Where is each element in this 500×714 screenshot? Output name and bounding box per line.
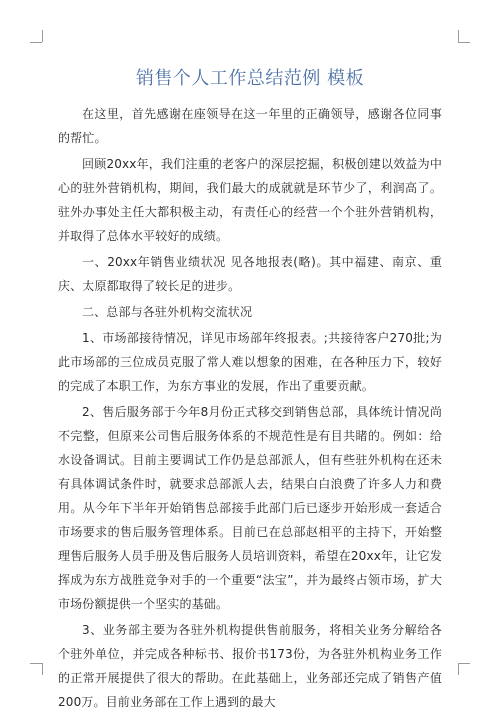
paragraph-thanks: 在这里，首先感谢在座领导在这一年里的正确领导，感谢各位同事的帮忙。 bbox=[58, 107, 442, 145]
paragraph-business-dept: 3、业务部主要为各驻外机构提供售前服务，将相关业务分解给各个驻外单位，并完成各种标书、报价书173份，为各驻外机构业务工作的正常开展提供了很大的帮助。在此基础上，业务部还完成了销售产值200万。目前业务部在工作上遇到的最大 bbox=[58, 623, 442, 709]
paragraph-marketing-dept: 1、市场部接待情况，详见市场部年终报表。;共接待客户270批;为此市场部的三位成员克服了常人难以想象的困难，在各种压力下，较好的完成了本职工作，为东方事业的发展，作出了重要贡献。 bbox=[58, 331, 442, 393]
paragraph-section-heading: 二、总部与各驻外机构交流状况 bbox=[82, 305, 253, 319]
paragraph-review: 回顾20xx年，我们注重的老客户的深层挖掘，积极创建以效益为中心的驻外营销机构，期间，我们最大的成就就是环节少了，利润高了。驻外办事处主任大都积极主动，有责任心的经营一个个驻外营销机构，并取得了总体水平较好的成绩。 bbox=[58, 157, 442, 243]
document-body bbox=[58, 102, 442, 714]
paragraph-after-sales-dept: 2、售后服务部于今年8月份正式移交到销售总部，具体统计情况尚不完整，但原来公司售后服务体系的不规范性是有目共睹的。例如：给水设备调试。目前主要调试工作仍是总部派人，但有些驻外机构在还未有具体调试条件时，就要求总部派人去，结果白白浪费了许多人力和费用。从今年下半年开始销售总部接手此部门后已逐步开始形成一套适合市场要求的售后服务管理体系。目前已在总部赵相平的主持下，开始整理售后服务人员手册及售后服务人员培训资料，希望在20xx年，让它发挥成为东方战胜竞争对手的一个重要“法宝”，并为最终占领市场，扩大市场份额提供一个坚实的基础。 bbox=[58, 405, 442, 611]
document-title: 销售个人工作总结范例 模板 bbox=[135, 68, 365, 89]
paragraph-sales-performance: 一、20xx年销售业绩状况 见各地报表(略)。其中福建、南京、重庆、太原都取得了较长足的进步。 bbox=[58, 255, 442, 293]
